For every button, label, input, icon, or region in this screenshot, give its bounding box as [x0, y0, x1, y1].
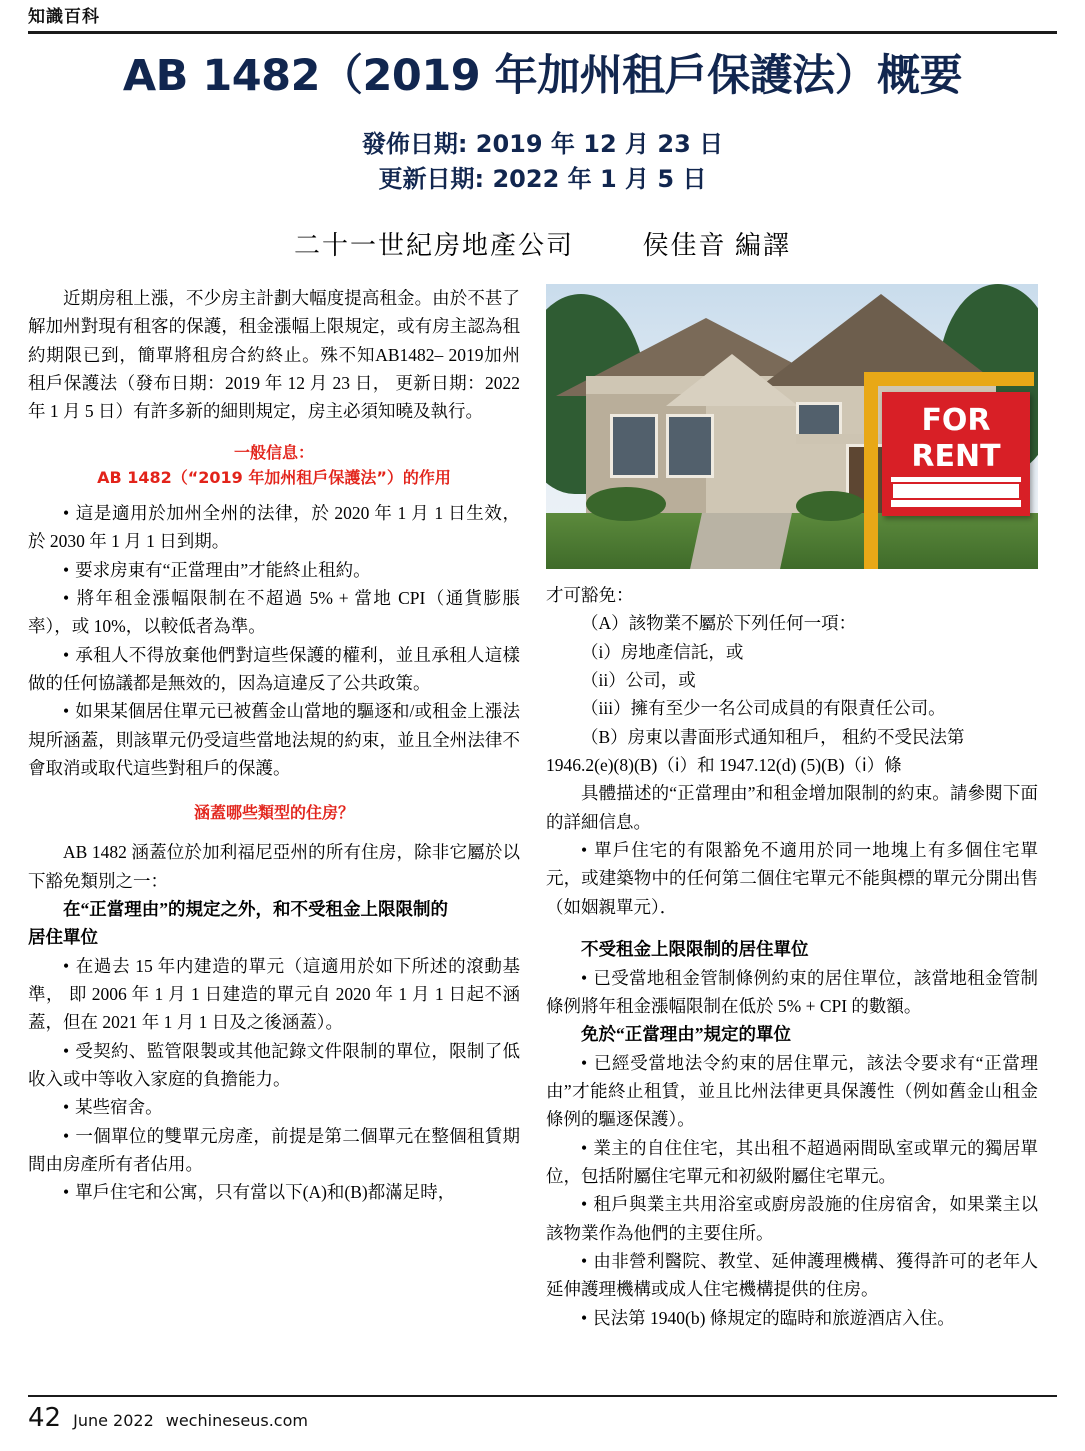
window-shape	[666, 414, 714, 478]
housing-types-paragraph: AB 1482 涵蓋位於加利福尼亞州的所有住房，除非它屬於以下豁免類別之一：	[28, 842, 520, 891]
sign-blank-strip	[891, 482, 1021, 500]
subheading-just-cause-exempt-line1: 在“正當理由”的規定之外，和不受租金上限限制的	[63, 898, 448, 919]
list-item: • 由非營利醫院、教堂、延伸護理機構、獲得許可的老年人延伸護理機構或成人住宅機構提供的住房。	[546, 1247, 1038, 1304]
intro-paragraph: 近期房租上漲，不少房主計劃大幅度提高租金。由於不甚了解加州對現有租客的保護，租金漲幅上限規定，或有房主認為租約期限已到，簡單將租房合約終止。殊不知AB1482‒ 2019加州租戶保護法（發布日期：2019 年 12 月 23 日， 更新日期：2022 年 1 月 5 日）有許多新的細則規定，房主必須知曉及執行。	[28, 288, 520, 422]
page-number: 42	[28, 1403, 62, 1433]
bush-shape	[796, 491, 866, 521]
sign-post-horizontal	[864, 372, 1034, 386]
walkway-shape	[690, 513, 792, 569]
list-item: • 承租人不得放棄他們對這些保護的權利，並且承租人這樣做的任何協議都是無效的，因為這違反了公共政策。	[28, 641, 520, 698]
list-item: （i）房地產信託，或	[581, 641, 744, 662]
byline	[28, 225, 1057, 262]
sign-text-line1: FOR	[921, 403, 991, 439]
masthead-label: 知識百科	[28, 7, 100, 27]
subheading-just-cause-exempt: 免於“正當理由”規定的單位	[581, 1024, 791, 1045]
byline-author: 侯佳音 編譯	[642, 231, 792, 261]
list-item: • 在過去 15 年内建造的單元（這適用於如下所述的滾動基準， 即 2006 年 1 月 1 日建造的單元自 2020 年 1 月 1 日起不涵蓋，但在 2021 年 1 月 1 日及之後涵蓋）。	[28, 952, 520, 1037]
list-item: • 業主的自住住宅，其出租不超過兩間臥室或單元的獨居單位，包括附屬住宅單元和初級附屬住宅單元。	[546, 1134, 1038, 1191]
list-item: （ii）公司，或	[581, 670, 696, 691]
bush-shape	[586, 487, 666, 521]
page-footer	[28, 1395, 1057, 1433]
section-heading-general	[28, 440, 520, 491]
list-item: • 如果某個居住單元已被舊金山當地的驅逐和/或租金上漲法規所涵蓋，則該單元仍受這些當地法規的約束，並且全州法律不會取消或取代這些對租戶的保護。	[28, 697, 520, 782]
sign-post-vertical	[864, 372, 878, 569]
publish-date: 發佈日期: 2019 年 12 月 23 日	[361, 130, 724, 159]
list-item: • 已受當地租金管制條例約束的居住單位，該當地租金管制條例將年租金漲幅限制在低於 5% + CPI 的數額。	[546, 964, 1038, 1021]
list-item: • 單戶住宅的有限豁免不適用於同一地塊上有多個住宅單元，或建築物中的任何第二個住宅單元不能與標的單元分開出售（如姻親單元）．	[546, 836, 1038, 921]
byline-company: 二十一世紀房地產公司	[293, 231, 574, 261]
detail-paragraph: 具體描述的“正當理由”和租金增加限制的約束。請參閱下面的詳細信息。	[546, 783, 1038, 832]
article-columns	[28, 284, 1057, 1332]
section-heading-housing-types: 涵蓋哪些類型的住房？	[193, 803, 354, 823]
list-item: • 這是適用於加州全州的法律，於 2020 年 1 月 1 日生效，於 2030 年 1 月 1 日到期。	[28, 499, 520, 556]
update-date: 更新日期: 2022 年 1 月 5 日	[378, 165, 707, 194]
list-item: （B）房東以書面形式通知租戶， 租約不受民法第	[581, 726, 965, 747]
left-column	[28, 284, 520, 1332]
continuation-lead: 才可豁免：	[546, 585, 634, 606]
masthead	[28, 0, 1057, 34]
list-item: （A）該物業不屬於下列任何一項：	[581, 613, 857, 634]
list-item: • 要求房東有“正當理由”才能終止租約。	[28, 556, 520, 584]
right-column	[546, 284, 1038, 1332]
subheading-just-cause-exempt-line2: 居住單位	[28, 927, 98, 948]
sign-text-line2: RENT	[911, 439, 1001, 475]
list-item: • 一個單位的雙單元房產，前提是第二個單元在整個租賃期間由房產所有者佔用。	[28, 1122, 520, 1179]
subheading-rent-cap-exempt: 不受租金上限限制的居住單位	[581, 939, 809, 960]
website-url[interactable]: wechineseus.com	[165, 1411, 308, 1430]
page-title: AB 1482（2019 年加州租戶保護法）概要	[122, 51, 963, 101]
lawn-shape	[546, 513, 1038, 569]
gable-shape	[666, 354, 798, 406]
window-shape	[610, 414, 658, 478]
list-item: （iii）擁有至少一名公司成員的有限責任公司。	[581, 698, 946, 719]
issue-date: June 2022	[73, 1411, 154, 1430]
list-item: • 將年租金漲幅限制在不超過 5% + 當地 CPI（通貨膨脹率），或 10%，以較低者為準。	[28, 584, 520, 641]
section-heading-general-line2: AB 1482（“2019 年加州租戶保護法”）的作用	[97, 468, 451, 488]
section-heading-general-line1: 一般信息：	[233, 442, 314, 462]
list-item: • 民法第 1940(b) 條規定的臨時和旅遊酒店入住。	[546, 1304, 1038, 1332]
list-item: • 某些宿舍。	[28, 1093, 520, 1121]
article-photo	[546, 284, 1038, 569]
list-item: • 租戶與業主共用浴室或廚房設施的住房宿舍，如果業主以該物業作為他們的主要住所。	[546, 1190, 1038, 1247]
list-item: • 已經受當地法令約束的居住單元，該法令要求有“正當理由”才能終止租賃，並且比州法律更具保護性（例如舊金山租金條例的驅逐保護）。	[546, 1049, 1038, 1134]
publish-dates	[28, 127, 1057, 197]
list-item: 1946.2(e)(8)(B)（ⅰ）和 1947.12(d) (5)(B)（ⅰ）條	[546, 755, 902, 776]
list-item: • 單戶住宅和公寓，只有當以下(A)和(B)都滿足時，	[28, 1178, 520, 1206]
list-item: • 受契約、監管限製或其他記錄文件限制的單位，限制了低收入或中等收入家庭的負擔能力。	[28, 1037, 520, 1094]
for-rent-sign-text	[891, 401, 1021, 477]
